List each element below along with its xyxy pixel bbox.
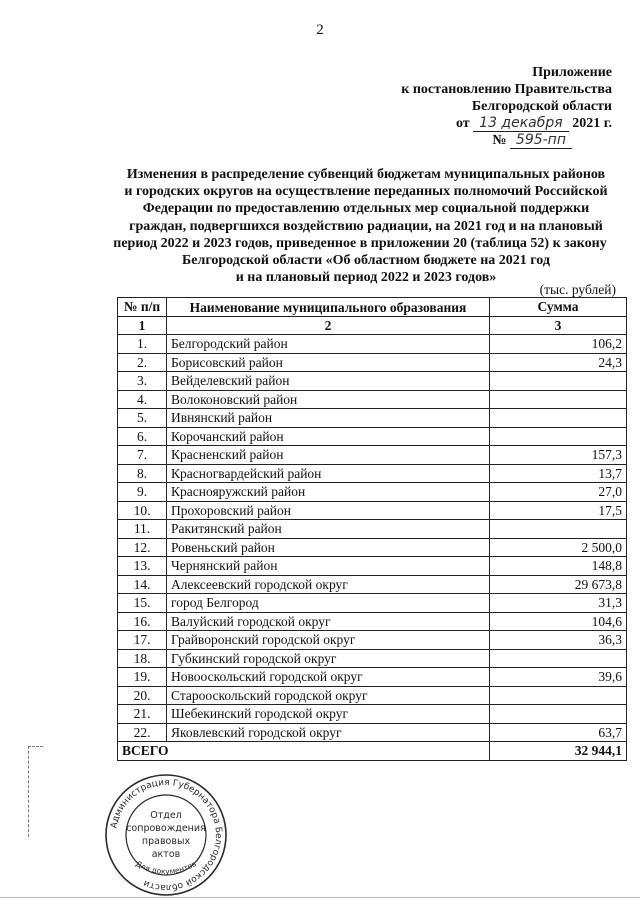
row-num: 5. [118,409,167,428]
decree-number: 595-пп [510,132,572,149]
row-sum: 106,2 [490,335,627,354]
table-row [118,501,627,520]
stamp-center-line: правовых [141,836,191,847]
row-name: Губкинский городской округ [167,649,490,668]
table-row [118,538,627,557]
column-index: 1 [118,316,167,335]
column-index-row [118,316,627,335]
row-num: 1. [118,335,167,354]
row-name: Шебекинский городской округ [167,705,490,724]
row-name: Чернянский район [167,557,490,576]
row-sum: 39,6 [490,668,627,687]
header-name: Наименование муниципального образования [167,298,490,317]
table-row [118,464,627,483]
row-num: 8. [118,464,167,483]
row-num: 16. [118,612,167,631]
stamp-outer-ring [106,775,226,895]
row-sum [490,705,627,724]
appendix-date-line [352,115,612,132]
row-sum: 13,7 [490,464,627,483]
date-year: 2021 г. [572,116,612,131]
row-num: 13. [118,557,167,576]
row-sum: 36,3 [490,631,627,650]
date-prefix: от [455,116,470,131]
row-name: Грайворонский городской округ [167,631,490,650]
table-row [118,575,627,594]
row-sum: 148,8 [490,557,627,576]
appendix-region: Белгородской области [471,99,612,114]
page-bottom-line [0,897,640,898]
table-row [118,409,627,428]
stamp-center-line: актов [151,849,181,860]
row-num: 19. [118,668,167,687]
row-num: 21. [118,705,167,724]
official-stamp [103,772,229,898]
row-name: Белгородский район [167,335,490,354]
row-sum: 31,3 [490,594,627,613]
table-row [118,353,627,372]
table-row [118,705,627,724]
row-sum: 27,0 [490,483,627,502]
stamp-center-line: сопровождения [126,823,206,834]
appendix-decree: к постановлению Правительства [401,82,612,97]
row-num: 14. [118,575,167,594]
row-name: Ракитянский район [167,520,490,539]
total-sum: 32 944,1 [490,742,627,761]
row-name: город Белгород [167,594,490,613]
row-name: Красногвардейский район [167,464,490,483]
number-prefix: № [492,133,507,148]
title-line: Федерации по предоставлению отдельных мер социальной поддержки [142,201,590,217]
row-name: Волоконовский район [167,390,490,409]
row-sum [490,649,627,668]
margin-mark [28,746,43,837]
appendix-number-line [352,132,612,149]
stamp-ring-text: Администрация Губернатора Белгородской области [109,777,224,893]
table-row [118,557,627,576]
row-num: 17. [118,631,167,650]
row-sum: 29 673,8 [490,575,627,594]
row-num: 6. [118,427,167,446]
table-body [118,335,627,761]
row-name: Краснояружский район [167,483,490,502]
row-sum: 104,6 [490,612,627,631]
table-row [118,335,627,354]
row-num: 10. [118,501,167,520]
row-sum [490,409,627,428]
table-row [118,723,627,742]
stamp-bottom-text: Для документов [134,859,198,877]
title-line: и городских округов на осуществление переданных полномочий Российской [124,184,608,200]
row-num: 11. [118,520,167,539]
appendix-title: Приложение [532,65,612,80]
row-sum [490,520,627,539]
row-num: 20. [118,686,167,705]
title-line: и на плановый период 2022 и 2023 годов» [235,270,497,286]
row-name: Ровеньский район [167,538,490,557]
row-num: 3. [118,372,167,391]
header-sum: Сумма [490,298,627,317]
row-num: 2. [118,353,167,372]
row-num: 12. [118,538,167,557]
row-name: Вейделевский район [167,372,490,391]
title-line: Изменения в распределение субвенций бюджетам муниципальных районов [126,167,606,182]
total-label: ВСЕГО [118,742,490,761]
row-num: 9. [118,483,167,502]
row-sum: 2 500,0 [490,538,627,557]
date-day-month: 13 декабря [473,115,569,132]
title-line: граждан, подвергшихся воздействию радиации, на 2021 год и на плановый [129,218,603,234]
table-row [118,390,627,409]
units-label: (тыс. рублей) [539,282,616,297]
row-num: 4. [118,390,167,409]
row-name: Борисовский район [167,353,490,372]
table-row [118,446,627,465]
column-index: 2 [167,316,490,335]
table-row [118,668,627,687]
title-line: период 2022 и 2023 годов, приведенное в приложении 20 (таблица 52) к закону [113,235,607,251]
row-num: 18. [118,649,167,668]
row-sum [490,427,627,446]
row-num: 22. [118,723,167,742]
row-name: Корочанский район [167,427,490,446]
row-name: Старооскольский городской округ [167,686,490,705]
row-name: Ивнянский район [167,409,490,428]
header-num: № п/п [118,298,167,317]
row-sum: 24,3 [490,353,627,372]
table-row [118,520,627,539]
table-row [118,372,627,391]
appendix-block [352,64,612,149]
row-num: 15. [118,594,167,613]
column-index: 3 [490,316,627,335]
row-name: Красненский район [167,446,490,465]
row-name: Алексеевский городской округ [167,575,490,594]
table-row [118,594,627,613]
row-sum [490,372,627,391]
row-sum: 63,7 [490,723,627,742]
total-row [118,742,627,761]
row-num: 7. [118,446,167,465]
row-sum: 17,5 [490,501,627,520]
table-row [118,483,627,502]
title-line: Белгородской области «Об областном бюджете на 2021 год [182,253,550,269]
table-row [118,649,627,668]
row-name: Прохоровский район [167,501,490,520]
row-name: Новооскольский городской округ [167,668,490,687]
row-sum: 157,3 [490,446,627,465]
page-number: 2 [316,22,324,38]
stamp-center-line: Отдел [150,810,182,821]
table-row [118,612,627,631]
table-row [118,631,627,650]
table-row [118,686,627,705]
document-title [108,166,624,286]
row-name: Яковлевский городской округ [167,723,490,742]
table-header-row [118,298,627,317]
row-name: Валуйский городской округ [167,612,490,631]
row-sum [490,390,627,409]
row-sum [490,686,627,705]
subvention-table [117,297,627,761]
table-row [118,427,627,446]
